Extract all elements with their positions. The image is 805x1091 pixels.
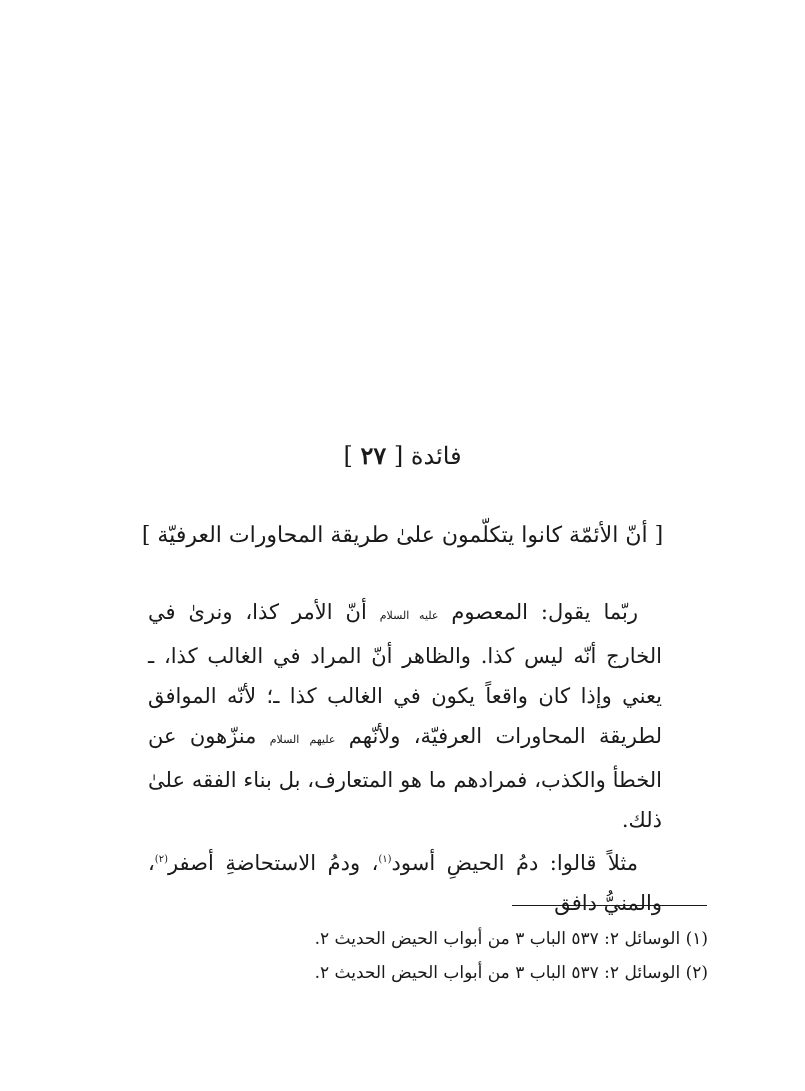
paragraph-1-segment-1: ربّما يقول: المعصوم — [451, 600, 638, 624]
heading-number: ٢٧ — [360, 441, 387, 470]
footnote-divider — [512, 905, 707, 906]
body-text — [148, 592, 662, 923]
honorific-2: عليهم السلام — [269, 733, 336, 746]
footnotes — [148, 922, 708, 990]
paragraph-2-segment-2: ، ودمُ الاستحاضةِ أصفر — [167, 851, 379, 875]
paragraph-2-segment-1: مثلاً قالوا: دمُ الحيضِ أسود — [391, 851, 638, 875]
heading-word: فائدة — [410, 442, 462, 470]
section-heading — [0, 438, 805, 474]
footnote-ref-1: (١) — [378, 854, 392, 865]
honorific-1: عليه السلام — [379, 609, 439, 622]
paragraph-1-segment-2: أنّ الأمر كذا، ونرىٰ في الخارج أنّه ليس كذا. والظاهر أنّ المراد في الغالب كذا، ـ يعني وإذا كان واقعاً يكون في الغالب كذا ـ؛ لأنّه الموافق لطريقة المحاورات العرفيّة، ولأنّهم — [148, 600, 662, 748]
paragraph-2 — [148, 840, 662, 923]
paragraph-1 — [148, 592, 662, 840]
footnote-2: (٢) الوسائل ٢: ٥٣٧ الباب ٣ من أبواب الحيض الحديث ٢. — [314, 963, 708, 983]
footnote-1: (١) الوسائل ٢: ٥٣٧ الباب ٣ من أبواب الحيض الحديث ٢. — [314, 929, 708, 949]
heading-bracket-open: [ — [393, 442, 404, 470]
paragraph-1-segment-3: منزّهون عن الخطأ والكذب، فمرادهم ما هو المتعارف، بل بناء الفقه علىٰ ذلك. — [148, 724, 662, 832]
heading-bracket-close: ] — [343, 442, 353, 470]
paragraph-2-segment-3: ، والمنيُّ دافق — [148, 851, 662, 915]
section-subtitle: [ أنّ الأئمّة كانوا يتكلّمون علىٰ طريقة المحاورات العرفيّة ] — [141, 523, 664, 548]
footnote-ref-2: (٢) — [154, 854, 168, 865]
